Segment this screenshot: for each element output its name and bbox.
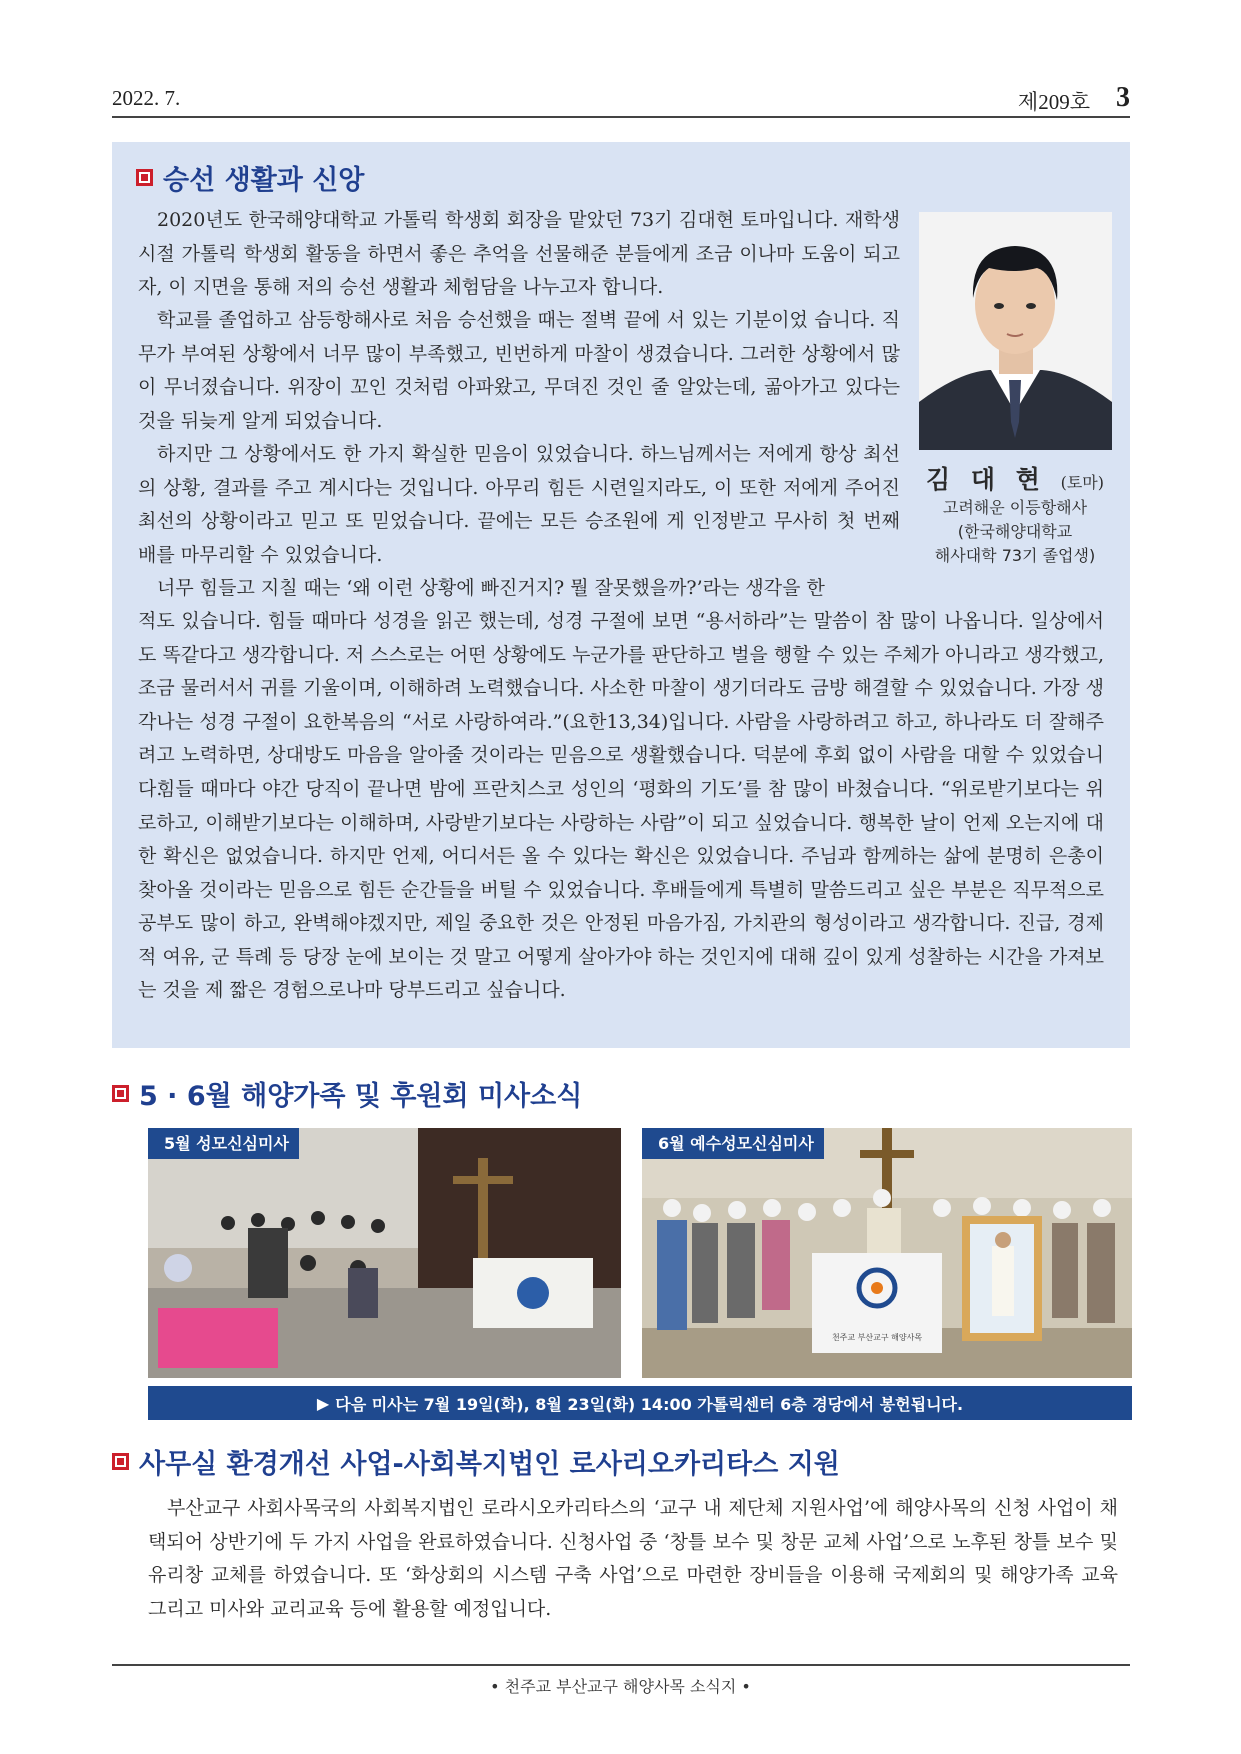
article-paragraph: 힘들 때마다 야간 당직이 끝나면 밤에 프란치스코 성인의 ‘평화의 기도’를 참 많이 바쳤습니다. “위로받기보다는 위로하고, 이해받기보다는 이해하며, 사랑받기보다는 사랑하는 사람”이 되고 싶었습니다. 행복한 날이 언제 오는지에 대한 확신은 없었습니다. 하지만 언제, 어디서든 올 수 있다는 확신은 있었습니다. 주님과 함께하는 삶에 분명히 은총이 찾아올 것이라는 믿음으로 힘든 순간들을 버틸 수 있었습니다. 후배들에게 특별히 말씀드리고 싶은 부분은 직무적으로 공부도 많이 하고, 완벽해야겠지만, 제일 중요한 것은 안정된 마음가짐, 가치관의 형성이라고 생각합니다. 진급, 경제적 여유, 군 특례 등 당장 눈에 보이는 것 말고 어떻게 살아가야 하는 것인지에 대해 깊이 있게 성찰하는 시간을 가져보는 것을 제 짧은 경험으로나마 당부드리고 싶습니다. [138, 778, 1104, 1001]
article-paragraph: 적도 있습니다. 힘들 때마다 성경을 읽곤 했는데, 성경 구절에 보면 “용서하라”는 말씀이 참 많이 나옵니다. 일상에서도 똑같다고 생각합니다. 저 스스로는 어떤 상황에도 누군가를 판단하고 벌을 행할 수 있는 주체가 아니라고 생각했고, 조금 물러서서 귀를 기울이며, 이해하려 노력했습니다. 사소한 마찰이 생기더라도 금방 해결할 수 있었습니다. 가장 생각나는 성경 구절이 요한복음의 “서로 사랑하여라.”(요한13,34)입니다. 사람을 사랑하려고 하고, 하나라도 더 잘해주려고 노력하면, 상대방도 마음을 알아줄 것이라는 믿음으로 생활했습니다. 덕분에 후회 없이 사람을 대할 수 있었습니다. [138, 610, 1104, 800]
may-mass-scene [148, 1128, 621, 1378]
author-name: 김 대 현 [926, 465, 1046, 494]
altar-cloth-text: 천주교 부산교구 해양사목 [831, 1333, 923, 1342]
page-header [112, 82, 1130, 118]
portrait-photo [919, 212, 1112, 450]
header-divider [112, 116, 1130, 118]
article-paragraph: 학교를 졸업하고 삼등항해사로 처음 승선했을 때는 절벽 끝에 서 있는 기분이었 습니다. 직무가 부여된 상황에서 너무 많이 부족했고, 빈번하게 마찰이 생겼습니다. 그러한 상황에서 많이 무너졌습니다. 위장이 꼬인 것처럼 아파왔고, 무뎌진 것인 줄 알았는데, 곪아가고 있다는 것을 뒤늦게 알게 되었습니다. [138, 309, 900, 432]
photo-label: 5월 성모신심미사 [148, 1128, 299, 1159]
article-paragraph: 하지만 그 상황에서도 한 가지 확실한 믿음이 있었습니다. 하느님께서는 저에게 항상 최선의 상황, 결과를 주고 계시다는 것입니다. 아무리 힘든 시련일지라도, 이 또한 저에게 주어진 최선의 상황이라고 믿고 또 믿었습니다. 끝에는 모든 승조원에 게 인정받고 무사히 첫 번째 배를 마무리할 수 있었습니다. [138, 443, 900, 566]
author-school: (한국해양대학교 [957, 522, 1073, 541]
photo-may-mass [148, 1128, 621, 1378]
author-title: 고려해운 이등항해사 [942, 498, 1088, 517]
section-heading-1 [136, 158, 364, 197]
author-class: 해사대학 73기 졸업생) [934, 546, 1096, 565]
section-title: 5 · 6월 해양가족 및 후원회 미사소식 [139, 1081, 583, 1112]
section-title: 승선 생활과 신앙 [163, 165, 365, 196]
page-footer: • 천주교 부산교구 해양사목 소식지 • [490, 1677, 751, 1696]
footer-divider [112, 1664, 1130, 1666]
issue-number: 제209호 [1017, 90, 1090, 114]
baptismal-name: (토마) [1060, 473, 1104, 492]
article-paragraph: 부산교구 사회사목국의 사회복지법인 로라시오카리타스의 ‘교구 내 제단체 지원사업’에 해양사목의 신청 사업이 채택되어 상반기에 두 가지 사업을 완료하였습니다. 신청사업 중 ‘창틀 보수 및 창문 교체 사업’으로 노후된 창틀 보수 및 유리창 교체를 하였습니다. 또 ‘화상회의 시스템 구축 사업’으로 마련한 장비들을 이용해 국제회의 및 해양가족 교육 그리고 미사와 교리교육 등에 활용할 예정입니다. [148, 1497, 1118, 1620]
photo-june-mass [642, 1128, 1132, 1378]
square-marker-icon [112, 1453, 129, 1470]
play-arrow-icon: ▶ [316, 1393, 330, 1413]
page-number: 3 [1116, 82, 1130, 113]
section-heading-2 [112, 1074, 582, 1113]
square-marker-icon [112, 1085, 129, 1102]
article-paragraph: 2020년도 한국해양대학교 가톨릭 학생회 회장을 맡았던 73기 김대현 토마입니다. 재학생 시절 가톨릭 학생회 활동을 하면서 좋은 추억을 선물해준 분들에게 조금 이나마 도움이 되고자, 이 지면을 통해 저의 승선 생활과 체험담을 나누고자 합니다. [138, 209, 901, 298]
next-mass-notice: 다음 미사는 7월 19일(화), 8월 23일(화) 14:00 가톨릭센터 6층 경당에서 봉헌됩니다. [335, 1394, 964, 1414]
article-paragraph: 너무 힘들고 지칠 때는 ‘왜 이런 상황에 빠진거지? 뭘 잘못했을까?’라는 생각을 한 [157, 577, 825, 599]
issue-date: 2022. 7. [112, 86, 181, 110]
portrait-illustration [919, 212, 1112, 450]
next-mass-banner [148, 1386, 1132, 1420]
section-heading-3 [112, 1442, 840, 1481]
photo-label: 6월 예수성모신심미사 [642, 1128, 824, 1159]
portrait-caption [905, 460, 1125, 568]
square-marker-icon [136, 169, 153, 186]
section-title: 사무실 환경개선 사업-사회복지법인 로사리오카리타스 지원 [139, 1449, 840, 1480]
june-mass-scene [642, 1128, 1132, 1378]
